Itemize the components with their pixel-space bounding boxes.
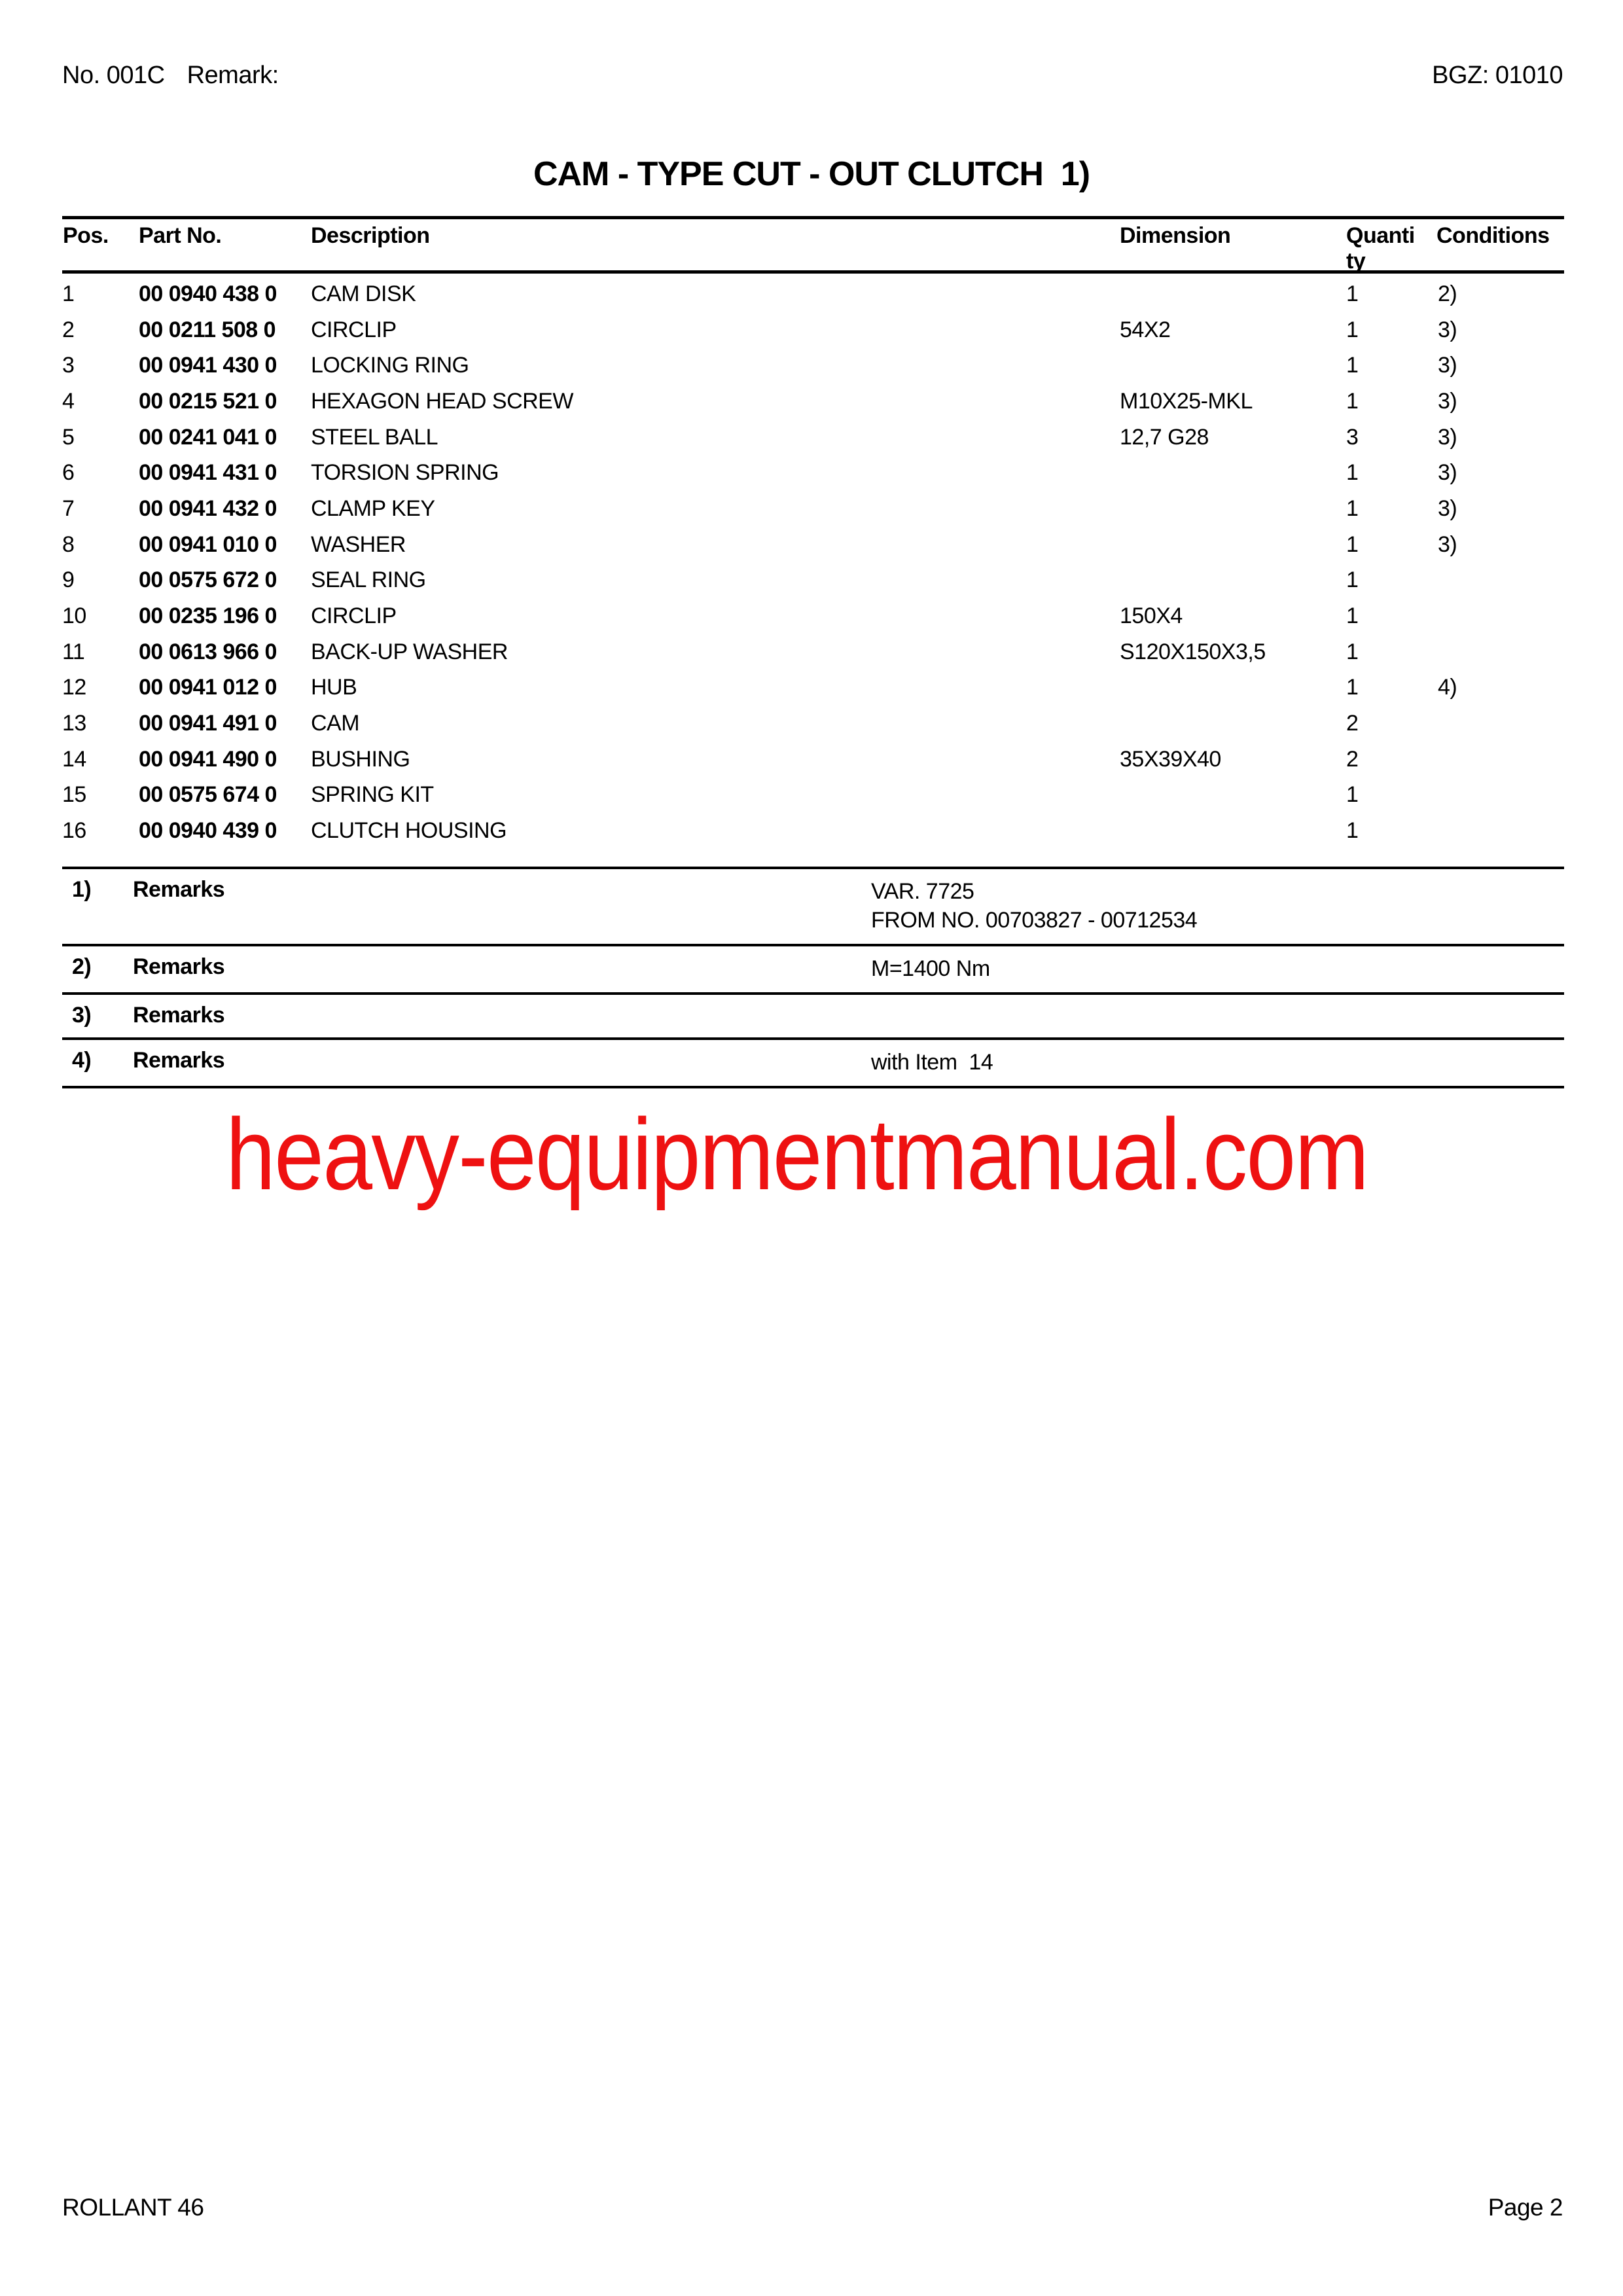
cell-conditions: 3) [1438, 424, 1457, 450]
footer-page-number: Page 2 [1488, 2194, 1563, 2221]
cell-quantity: 1 [1346, 818, 1359, 844]
cell-description: BACK-UP WASHER [311, 639, 508, 664]
table-row [62, 706, 1564, 742]
cell-description: WASHER [311, 531, 406, 557]
table-row [62, 455, 1564, 491]
cell-quantity: 1 [1346, 281, 1359, 306]
cell-dimension: 54X2 [1120, 317, 1171, 342]
column-header-dimension: Dimension [1120, 223, 1231, 248]
remark-label: Remark: [187, 62, 279, 89]
cell-pos: 13 [62, 711, 86, 736]
column-header-conditions: Conditions [1436, 223, 1550, 248]
cell-description: HEXAGON HEAD SCREW [311, 388, 573, 414]
remark-content-line: FROM NO. 00703827 - 00712534 [871, 908, 1198, 933]
remark-heading: Remarks [133, 954, 225, 979]
remark-content-line: with Item 14 [871, 1050, 993, 1075]
cell-part-no: 00 0941 491 0 [139, 711, 277, 736]
cell-part-no: 00 0613 966 0 [139, 639, 277, 664]
cell-part-no: 00 0235 196 0 [139, 603, 277, 629]
remark-section [62, 944, 1564, 992]
table-row [62, 491, 1564, 527]
column-header-pos: Pos. [63, 223, 109, 248]
page-title: CAM - TYPE CUT - OUT CLUTCH 1) [533, 155, 1090, 193]
remark-heading: Remarks [133, 1048, 225, 1073]
table-row [62, 420, 1564, 456]
cell-part-no: 00 0215 521 0 [139, 388, 277, 414]
page-footer [62, 2194, 1563, 2221]
cell-description: CAM DISK [311, 281, 416, 306]
cell-conditions: 4) [1438, 675, 1457, 700]
cell-pos: 15 [62, 782, 86, 808]
remark-label-number: 4) [72, 1048, 92, 1073]
cell-pos: 4 [62, 388, 75, 414]
remarks-block [62, 867, 1564, 1088]
cell-quantity: 1 [1346, 353, 1359, 378]
cell-conditions: 3) [1438, 460, 1457, 486]
cell-part-no: 00 0941 010 0 [139, 531, 277, 557]
cell-pos: 1 [62, 281, 75, 306]
cell-dimension: S120X150X3,5 [1120, 639, 1266, 664]
cell-conditions: 3) [1438, 388, 1457, 414]
cell-dimension: 35X39X40 [1120, 746, 1221, 772]
cell-dimension: 150X4 [1120, 603, 1183, 629]
cell-conditions: 3) [1438, 317, 1457, 342]
cell-conditions: 2) [1438, 281, 1457, 306]
cell-part-no: 00 0940 438 0 [139, 281, 277, 306]
cell-description: SEAL RING [311, 567, 426, 593]
remark-label-number: 2) [72, 954, 92, 979]
cell-pos: 10 [62, 603, 86, 629]
remark-content [871, 954, 1564, 983]
cell-pos: 2 [62, 317, 75, 342]
cell-description: STEEL BALL [311, 424, 438, 450]
cell-pos: 16 [62, 818, 86, 844]
cell-quantity: 1 [1346, 603, 1359, 629]
cell-part-no: 00 0575 674 0 [139, 782, 277, 808]
doc-number: No. 001C [62, 62, 165, 89]
cell-pos: 9 [62, 567, 75, 593]
cell-description: LOCKING RING [311, 353, 469, 378]
cell-pos: 7 [62, 495, 75, 521]
table-row [62, 813, 1564, 849]
cell-quantity: 2 [1346, 711, 1359, 736]
cell-conditions: 3) [1438, 495, 1457, 521]
remark-heading: Remarks [133, 1003, 225, 1028]
cell-part-no: 00 0941 431 0 [139, 460, 277, 486]
table-row [62, 598, 1564, 634]
remarks-bottom-rule [62, 1086, 1564, 1088]
header-left [62, 62, 294, 90]
cell-quantity: 3 [1346, 424, 1359, 450]
table-body [62, 274, 1564, 849]
cell-part-no: 00 0941 012 0 [139, 675, 277, 700]
cell-quantity: 1 [1346, 675, 1359, 700]
remark-content-line: M=1400 Nm [871, 956, 990, 981]
quantity-header-line1: Quanti [1346, 223, 1415, 248]
table-row [62, 634, 1564, 670]
cell-description: CLAMP KEY [311, 495, 435, 521]
cell-part-no: 00 0940 439 0 [139, 818, 277, 844]
quantity-header-line2: ty [1346, 249, 1366, 274]
remark-label-number: 3) [72, 1003, 92, 1028]
cell-quantity: 2 [1346, 746, 1359, 772]
remark-content [871, 877, 1564, 935]
cell-description: CLUTCH HOUSING [311, 818, 507, 844]
cell-pos: 8 [62, 531, 75, 557]
remark-section [62, 867, 1564, 944]
cell-quantity: 1 [1346, 782, 1359, 808]
remark-section [62, 1037, 1564, 1086]
cell-conditions: 3) [1438, 353, 1457, 378]
table-row [62, 384, 1564, 420]
cell-description: TORSION SPRING [311, 460, 499, 486]
table-header-row [62, 219, 1564, 274]
remark-content [871, 1003, 1564, 1028]
header-code: BGZ: 01010 [1432, 62, 1563, 89]
watermark-text: heavy-equipmentmanual.com [226, 1098, 1368, 1211]
column-header-description: Description [311, 223, 430, 248]
table-row [62, 742, 1564, 778]
table-row [62, 276, 1564, 312]
page-header [62, 62, 1563, 90]
cell-pos: 12 [62, 675, 86, 700]
column-header-part-no: Part No. [139, 223, 222, 248]
remark-content-line: VAR. 7725 [871, 879, 974, 904]
cell-pos: 14 [62, 746, 86, 772]
cell-quantity: 1 [1346, 639, 1359, 664]
cell-quantity: 1 [1346, 567, 1359, 593]
cell-quantity: 1 [1346, 495, 1359, 521]
cell-quantity: 1 [1346, 460, 1359, 486]
cell-description: CAM [311, 711, 360, 736]
cell-part-no: 00 0941 490 0 [139, 746, 277, 772]
remark-label-number: 1) [72, 877, 92, 902]
cell-conditions: 3) [1438, 531, 1457, 557]
footer-model-name: ROLLANT 46 [62, 2194, 204, 2221]
cell-description: HUB [311, 675, 357, 700]
remark-section [62, 992, 1564, 1037]
cell-description: CIRCLIP [311, 603, 397, 629]
cell-part-no: 00 0575 672 0 [139, 567, 277, 593]
cell-part-no: 00 0941 430 0 [139, 353, 277, 378]
remark-content [871, 1048, 1564, 1077]
cell-pos: 11 [62, 639, 85, 664]
cell-part-no: 00 0211 508 0 [139, 317, 276, 342]
cell-pos: 5 [62, 424, 75, 450]
table-row [62, 563, 1564, 599]
cell-quantity: 1 [1346, 388, 1359, 414]
cell-part-no: 00 0941 432 0 [139, 495, 277, 521]
cell-description: BUSHING [311, 746, 410, 772]
cell-pos: 6 [62, 460, 75, 486]
table-row [62, 348, 1564, 384]
cell-part-no: 00 0241 041 0 [139, 424, 277, 450]
cell-description: CIRCLIP [311, 317, 397, 342]
table-row [62, 778, 1564, 814]
cell-pos: 3 [62, 353, 75, 378]
parts-table [62, 216, 1564, 849]
table-row [62, 312, 1564, 348]
cell-dimension: 12,7 G28 [1120, 424, 1209, 450]
remark-heading: Remarks [133, 877, 225, 902]
cell-dimension: M10X25-MKL [1120, 388, 1253, 414]
cell-description: SPRING KIT [311, 782, 434, 808]
cell-quantity: 1 [1346, 317, 1359, 342]
table-row [62, 527, 1564, 563]
cell-quantity: 1 [1346, 531, 1359, 557]
column-header-quantity [1346, 223, 1431, 274]
table-row [62, 670, 1564, 706]
